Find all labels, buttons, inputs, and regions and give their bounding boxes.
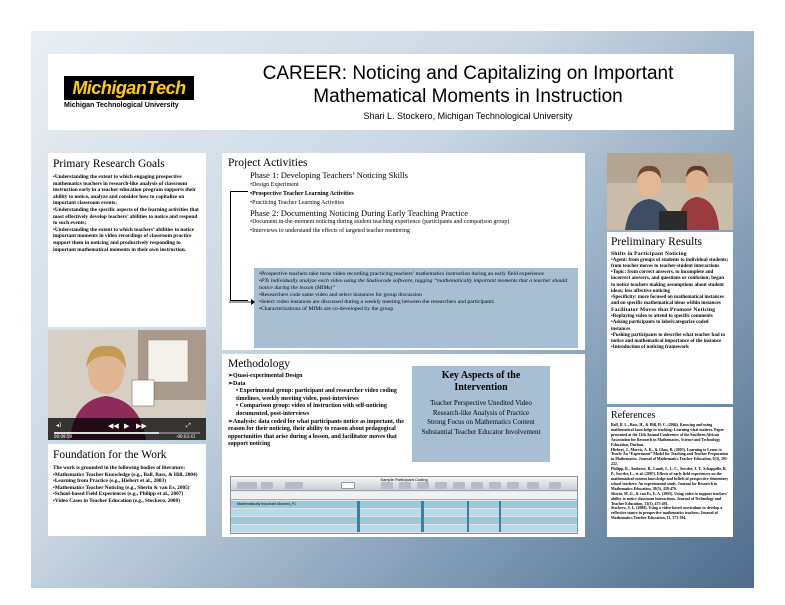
rewind-icon[interactable]: ◀◀ <box>108 422 119 430</box>
coded-instance[interactable] <box>357 501 360 532</box>
poster-header <box>48 54 734 130</box>
time-remaining: -00:03:41 <box>176 434 196 439</box>
methodology-item: ➢Analysis: data coded for what participants notice as important, the reason for their noticing, their ability to reason about pedagogical opportunities that arise during a lesson, and facilitator moves that support noticing <box>228 418 404 448</box>
title-line-1: CAREER: Noticing and Capitalizing on Important <box>262 63 674 84</box>
toolbar-button[interactable] <box>453 482 465 489</box>
activity-item: •Document in-the-moment noticing during student teaching experience (participants and comparison group) <box>250 219 510 225</box>
poster-title <box>218 62 718 108</box>
goal-item: •Understanding the extent to which teachers’ abilities to notice important moments in video recordings of classroom practice support them in noticing and productively responding to important mathematical moments in their own instruction. <box>53 226 194 253</box>
key-aspects-title <box>416 370 546 394</box>
results-subheading: Shifts in Participant Noticing <box>611 251 687 257</box>
results-item: •Specificity: more focused on mathematical instances and on specific mathematical ideas within instances <box>611 295 724 307</box>
box-item: •PTs individually analyze each video using the Studiocode software, tagging “mathematically important moments that a teacher should notice during the lesson (MIMs)” <box>259 278 568 291</box>
phase-1-heading: Phase 1: Developing Teachers’ Noticing Skills <box>250 170 408 180</box>
studiocode-coding-window <box>230 476 578 534</box>
foundation-item: •Learning from Practice (e.g., Hiebert et al., 2003) <box>53 478 166 485</box>
reference-item: Ball, D. L., Bass, H., & Hill, H. C. (2004). Knowing and using mathematical knowledge in teaching: Learning what matters. Paper presented at the 12th Annual Conference of the Southern African Association for Research in Mathematics, Science and Technology Education, Durban. <box>611 423 724 447</box>
zoom-select[interactable] <box>341 482 355 489</box>
university-logo <box>64 76 194 112</box>
foundation-item: •Mathematics Teacher Noticing (e.g., Sherin & van Es, 2005) <box>53 484 190 491</box>
foundation-intro: The work is grounded in the following bodies of literature: <box>53 465 186 471</box>
foundation-item: •Video Cases in Teacher Education (e.g., Stockero, 2008) <box>53 497 180 504</box>
key-aspect-item: Strong Focus on Mathematics Content <box>427 418 535 426</box>
toolbar-button[interactable] <box>237 482 257 489</box>
video-controls <box>48 418 206 440</box>
key-aspects-title-line-2: Intervention <box>454 382 508 393</box>
phase-2-heading: Phase 2: Documenting Noticing During Early Teaching Practice <box>250 208 469 218</box>
author-line: Shari L. Stockero, Michigan Technological University <box>363 111 573 121</box>
track-label: Mathematically Important Moment_P1 <box>237 502 296 506</box>
coding-track[interactable] <box>231 509 577 516</box>
key-aspects-box <box>412 366 550 462</box>
toolbar-button[interactable] <box>261 482 273 489</box>
toolbar-button[interactable] <box>471 482 483 489</box>
coded-instance[interactable] <box>499 501 501 532</box>
learning-activities-box <box>254 268 578 348</box>
activity-item: •Practicing Teacher Learning Activities <box>250 200 345 206</box>
bracket-connector <box>230 191 248 301</box>
volume-icon[interactable]: ◂) <box>56 422 62 429</box>
studiocode-toolbar <box>231 477 577 491</box>
fullscreen-icon[interactable]: ⤢ <box>186 422 191 429</box>
box-item: •Characterizations of MIMs are co-developed by the group <box>259 306 394 312</box>
foundation-panel <box>48 444 206 536</box>
coding-track[interactable] <box>231 501 577 508</box>
goal-item: •Understanding the specific aspects of the learning activities that most effectively develop teachers’ abilities to notice and respond to such events; <box>53 206 199 227</box>
toolbar-button[interactable] <box>527 482 539 489</box>
meeting-photo <box>607 153 733 230</box>
toolbar-button[interactable] <box>507 482 519 489</box>
time-elapsed: 00:09:59 <box>54 434 72 439</box>
methodology-item: ➢Quasi-experimental Design <box>228 373 303 379</box>
play-icon[interactable]: ▶ <box>124 422 130 430</box>
results-item: •Replaying video to attend to specific comments <box>611 314 713 320</box>
coding-track[interactable] <box>231 525 577 532</box>
goal-item: •Understanding the extent to which engaging prospective mathematics teachers in research-like analysis of classroom instruction early in a teacher education program supports their ability to notice, analyze and consider how to capitalize on important classroom events; <box>53 174 197 207</box>
classroom-video-player[interactable] <box>48 330 206 440</box>
research-goals-heading: Primary Research Goals <box>53 158 165 170</box>
references-panel <box>607 407 733 537</box>
methodology-heading: Methodology <box>228 358 290 370</box>
methodology-item: ➢Data <box>228 380 246 387</box>
toolbar-button[interactable] <box>489 482 501 489</box>
activity-item: •Design Experiment <box>250 182 299 188</box>
box-item: •Researchers code same video and select instances for group discussion <box>259 292 422 298</box>
results-subheading: Facilitator Moves that Promote Noticing <box>611 307 716 314</box>
researchers-photo <box>607 153 733 230</box>
results-item: •Agent: from groups of students to individual students; from teacher moves to teacher-student interactions <box>611 257 729 269</box>
results-item: •Topic: from correct answers, to incomplete and incorrect answers, and questions or confusion; began to notice teachers making assumptions about student ideas; less affective noticing <box>611 270 725 294</box>
key-aspects-title-line-1: Key Aspects of the <box>441 370 521 381</box>
coding-track[interactable] <box>231 517 577 524</box>
key-aspect-item: Teacher Perspective Unedited Video <box>430 399 532 407</box>
project-activities-heading: Project Activities <box>228 157 308 169</box>
key-aspect-item: Research-like Analysis of Practice <box>432 408 530 417</box>
methodology-item: • Experimental group: participant and researcher video coding timelines, weekly meeting video, post-interviews <box>236 388 397 402</box>
box-item: •Prospective teachers take turns video recording practicing teachers’ mathematics instruction during an early field experience <box>259 271 544 277</box>
timeline-ruler <box>231 492 577 500</box>
results-item: •Introduction of noticing framework <box>611 345 689 351</box>
studiocode-window-title: Sample Participant Coding <box>380 477 428 482</box>
fast-forward-icon[interactable]: ▶▶ <box>136 422 147 430</box>
arrow-right-icon <box>229 298 255 306</box>
toolbar-button[interactable] <box>417 482 429 489</box>
references-heading: References <box>611 410 656 421</box>
title-line-2: Mathematical Moments in Instruction <box>313 86 623 107</box>
foundation-item: •Mathematics Teacher Knowledge (e.g., Ball, Bass, & Hill, 2004) <box>53 471 198 478</box>
results-panel <box>607 232 733 404</box>
results-heading: Preliminary Results <box>611 236 703 248</box>
toolbar-button[interactable] <box>285 482 303 489</box>
logo-wordmark: MichiganTech <box>64 76 194 100</box>
activity-item: •Prospective Teacher Learning Activities <box>250 191 354 197</box>
toolbar-button[interactable] <box>435 482 447 489</box>
results-item: •Asking participants to label/categorize coded instances <box>611 320 709 332</box>
foundation-item: •School-based Field Experiences (e.g., Philipp et al., 2007) <box>53 491 184 498</box>
coded-instance[interactable] <box>421 501 424 532</box>
toolbar-button[interactable] <box>549 482 561 489</box>
results-item: •Pushing participants to describe what teacher had to notice and mathematical importance of the instance <box>611 332 726 345</box>
activity-item: •Interviews to understand the effects of targeted teacher mentoring <box>250 227 410 234</box>
reference-item: Sherin, M. G., & van Es, E. A. (2005). Using video to support teachers’ ability to notice classroom interactions. Journal of Technology and Teacher Education, 13(3), 475-491. <box>611 491 728 506</box>
key-aspect-item: Substantial Teacher Educator Involvement <box>421 427 541 436</box>
coded-instance[interactable] <box>467 501 469 532</box>
foundation-heading: Foundation for the Work <box>53 449 167 461</box>
toolbar-button[interactable] <box>381 482 393 489</box>
box-item: •Select video instances are discussed during a weekly meeting between the researchers and participants <box>259 299 494 305</box>
logo-subtitle: Michigan Technological University <box>64 102 179 109</box>
reference-item: Philipp, R., Ambrose, R., Lamb, L. L. C., Sowder, J. T., Schappelle, B. P., Sowder, L., et al. (2007). Effects of early field experiences on the mathematical content knowledge and beliefs of prospective elementary school teachers: An experimental study. Journal for Research in Mathematics Education, 38(5), 438-476. <box>611 467 729 491</box>
methodology-item: • Comparison group: video of instruction with self-noticing documented, post-interviews <box>236 403 387 417</box>
research-goals-panel <box>48 153 206 327</box>
reference-item: Stockero, S. L. (2008). Using a video-based curriculum to develop a reflective stance in prospective mathematics teachers. Journal of Mathematics Teacher Education, 11, 373-394. <box>611 506 723 521</box>
reference-item: Hiebert, J., Morris, A. K., & Glass, B. (2003). Learning to Learn to Teach: An “Experiment” Model for Teaching and Teacher Preparation in Mathematics. Journal of Mathematics Teacher Education, 6(3), 201-222. <box>611 447 729 467</box>
toolbar-button[interactable] <box>399 482 411 489</box>
